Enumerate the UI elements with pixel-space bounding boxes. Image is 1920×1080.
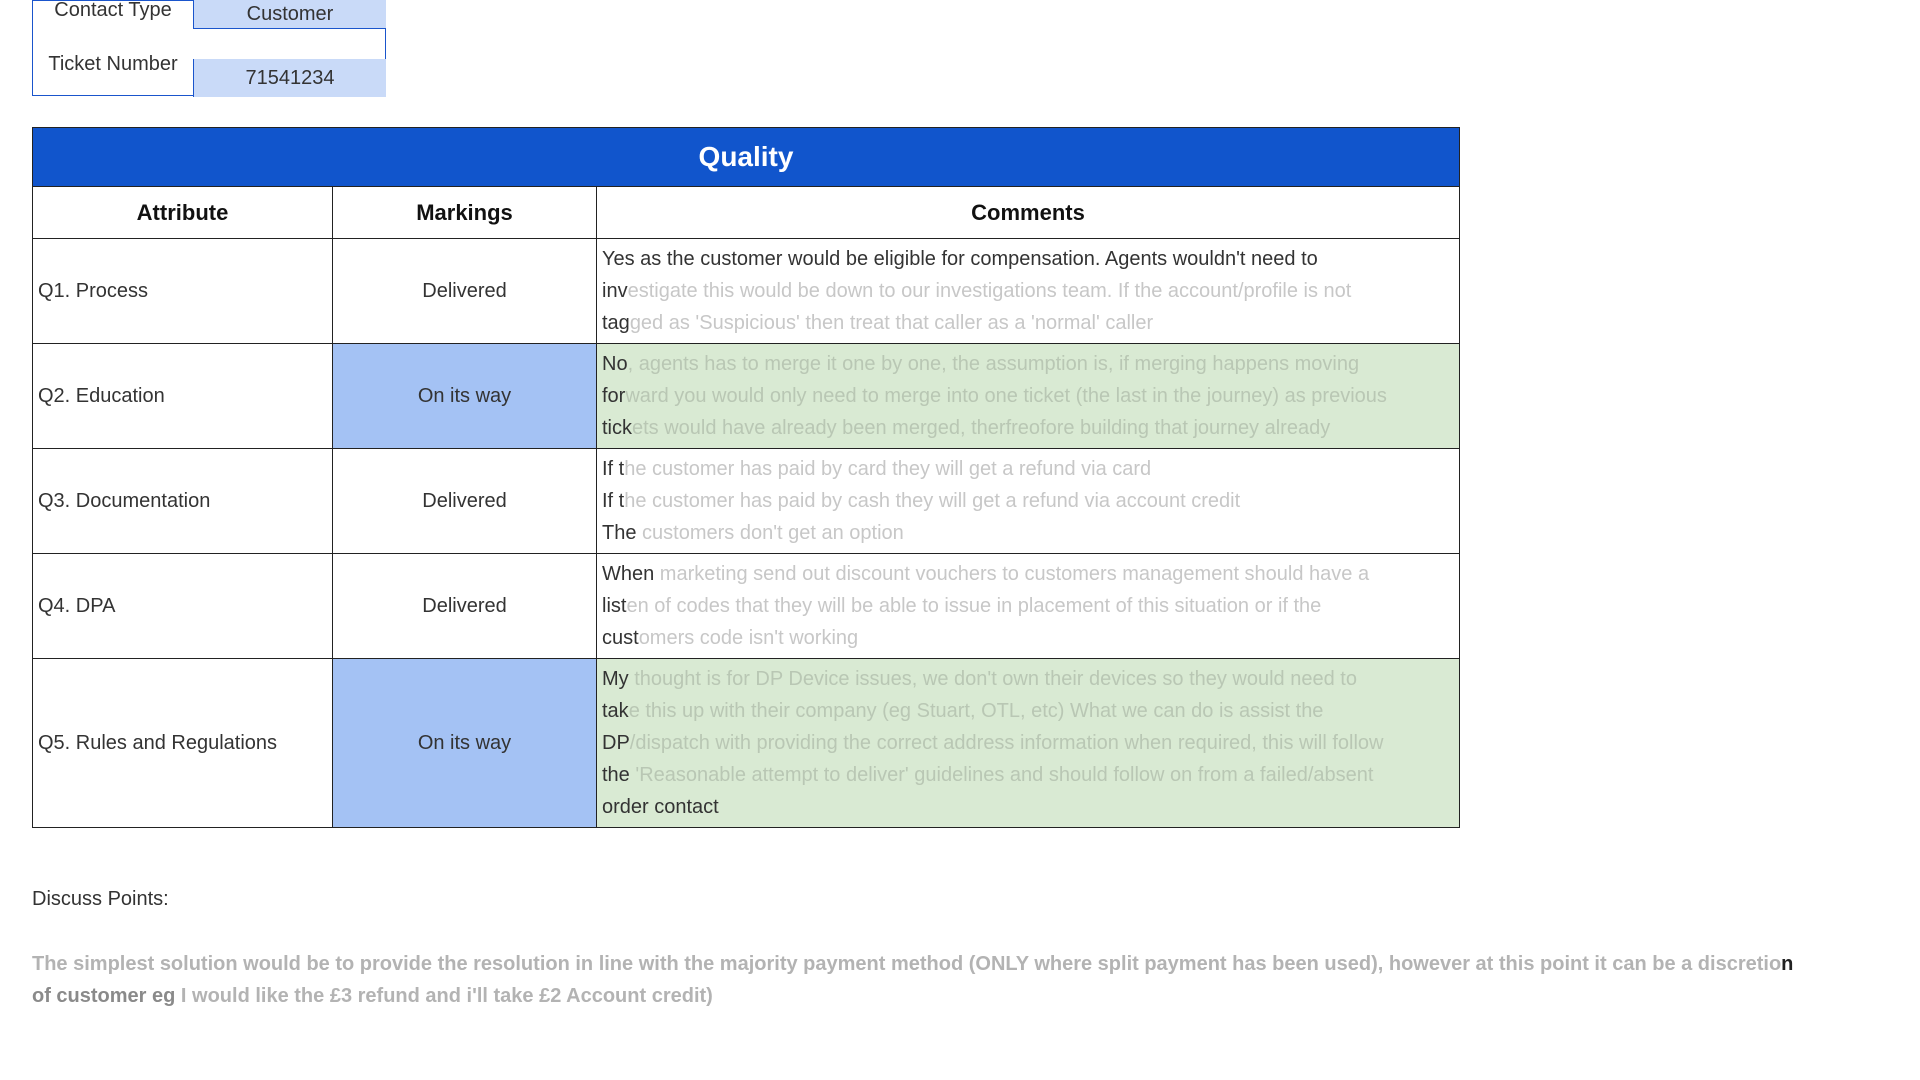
comment-line: customers code isn't working xyxy=(602,627,859,649)
comment-cell[interactable] xyxy=(597,554,1460,659)
comment-line: DP/dispatch with providing the correct address information when required, this will follow xyxy=(602,732,1384,754)
comment-line: investigate this would be down to our investigations team. If the account/profile is not xyxy=(602,280,1352,302)
comment-cell[interactable] xyxy=(597,449,1460,554)
discuss-line: The simplest solution would be to provide the resolution in line with the majority payment method (ONLY where split payment has been used), however at this point it can be a discretion xyxy=(32,953,1794,975)
marking-cell[interactable]: On its way xyxy=(333,659,597,828)
comment-line: If the customer has paid by card they will get a refund via card xyxy=(602,458,1152,480)
table-row xyxy=(33,449,1460,554)
quality-title: Quality xyxy=(33,128,1460,187)
discuss-points-text[interactable] xyxy=(32,948,1912,1012)
marking-cell[interactable]: On its way xyxy=(333,344,597,449)
comment-cell[interactable] xyxy=(597,344,1460,449)
quality-table xyxy=(32,127,1460,828)
comment-line: listen of codes that they will be able to issue in placement of this situation or if the xyxy=(602,595,1322,617)
marking-cell[interactable]: Delivered xyxy=(333,239,597,344)
ticket-number-label: Ticket Number xyxy=(48,53,178,75)
attribute-cell[interactable]: Q2. Education xyxy=(33,344,333,449)
attribute-cell[interactable]: Q4. DPA xyxy=(33,554,333,659)
comment-line: Yes as the customer would be eligible for compensation. Agents wouldn't need to xyxy=(602,248,1318,270)
comment-line: My thought is for DP Device issues, we don't own their devices so they would need to xyxy=(602,668,1357,690)
contact-type-row xyxy=(33,0,385,27)
table-row xyxy=(33,554,1460,659)
comment-line: tickets would have already been merged, therfreofore building that journey already xyxy=(602,417,1331,439)
attribute-cell[interactable]: Q3. Documentation xyxy=(33,449,333,554)
contact-type-value[interactable]: Customer xyxy=(193,0,386,29)
comments-header: Comments xyxy=(597,187,1460,239)
comment-line: No, agents has to merge it one by one, the assumption is, if merging happens moving xyxy=(602,353,1360,375)
comment-line: When marketing send out discount vouchers to customers management should have a xyxy=(602,563,1370,585)
comment-line: If the customer has paid by cash they will get a refund via account credit xyxy=(602,490,1241,512)
marking-cell[interactable]: Delivered xyxy=(333,449,597,554)
discuss-points-label: Discuss Points: xyxy=(32,888,169,910)
contact-type-label: Contact Type xyxy=(54,0,172,21)
ticket-number-row xyxy=(33,29,385,89)
comment-line: tagged as 'Suspicious' then treat that caller as a 'normal' caller xyxy=(602,312,1154,334)
comment-line: The customers don't get an option xyxy=(602,522,904,544)
attribute-cell[interactable]: Q1. Process xyxy=(33,239,333,344)
comment-line: order contact xyxy=(602,796,719,818)
ticket-number-value[interactable]: 71541234 xyxy=(193,59,386,97)
attribute-cell[interactable]: Q5. Rules and Regulations xyxy=(33,659,333,828)
table-row xyxy=(33,344,1460,449)
contact-info-table xyxy=(32,0,386,96)
comment-line: the 'Reasonable attempt to deliver' guidelines and should follow on from a failed/absent xyxy=(602,764,1374,786)
markings-header: Markings xyxy=(333,187,597,239)
comment-cell[interactable] xyxy=(597,659,1460,828)
marking-cell[interactable]: Delivered xyxy=(333,554,597,659)
attribute-header: Attribute xyxy=(33,187,333,239)
table-row xyxy=(33,659,1460,828)
discuss-line: of customer eg I would like the £3 refund and i'll take £2 Account credit) xyxy=(32,985,713,1007)
comment-line: take this up with their company (eg Stuart, OTL, etc) What we can do is assist the xyxy=(602,700,1324,722)
table-row xyxy=(33,239,1460,344)
comment-cell[interactable] xyxy=(597,239,1460,344)
comment-line: forward you would only need to merge into one ticket (the last in the journey) as previous xyxy=(602,385,1387,407)
